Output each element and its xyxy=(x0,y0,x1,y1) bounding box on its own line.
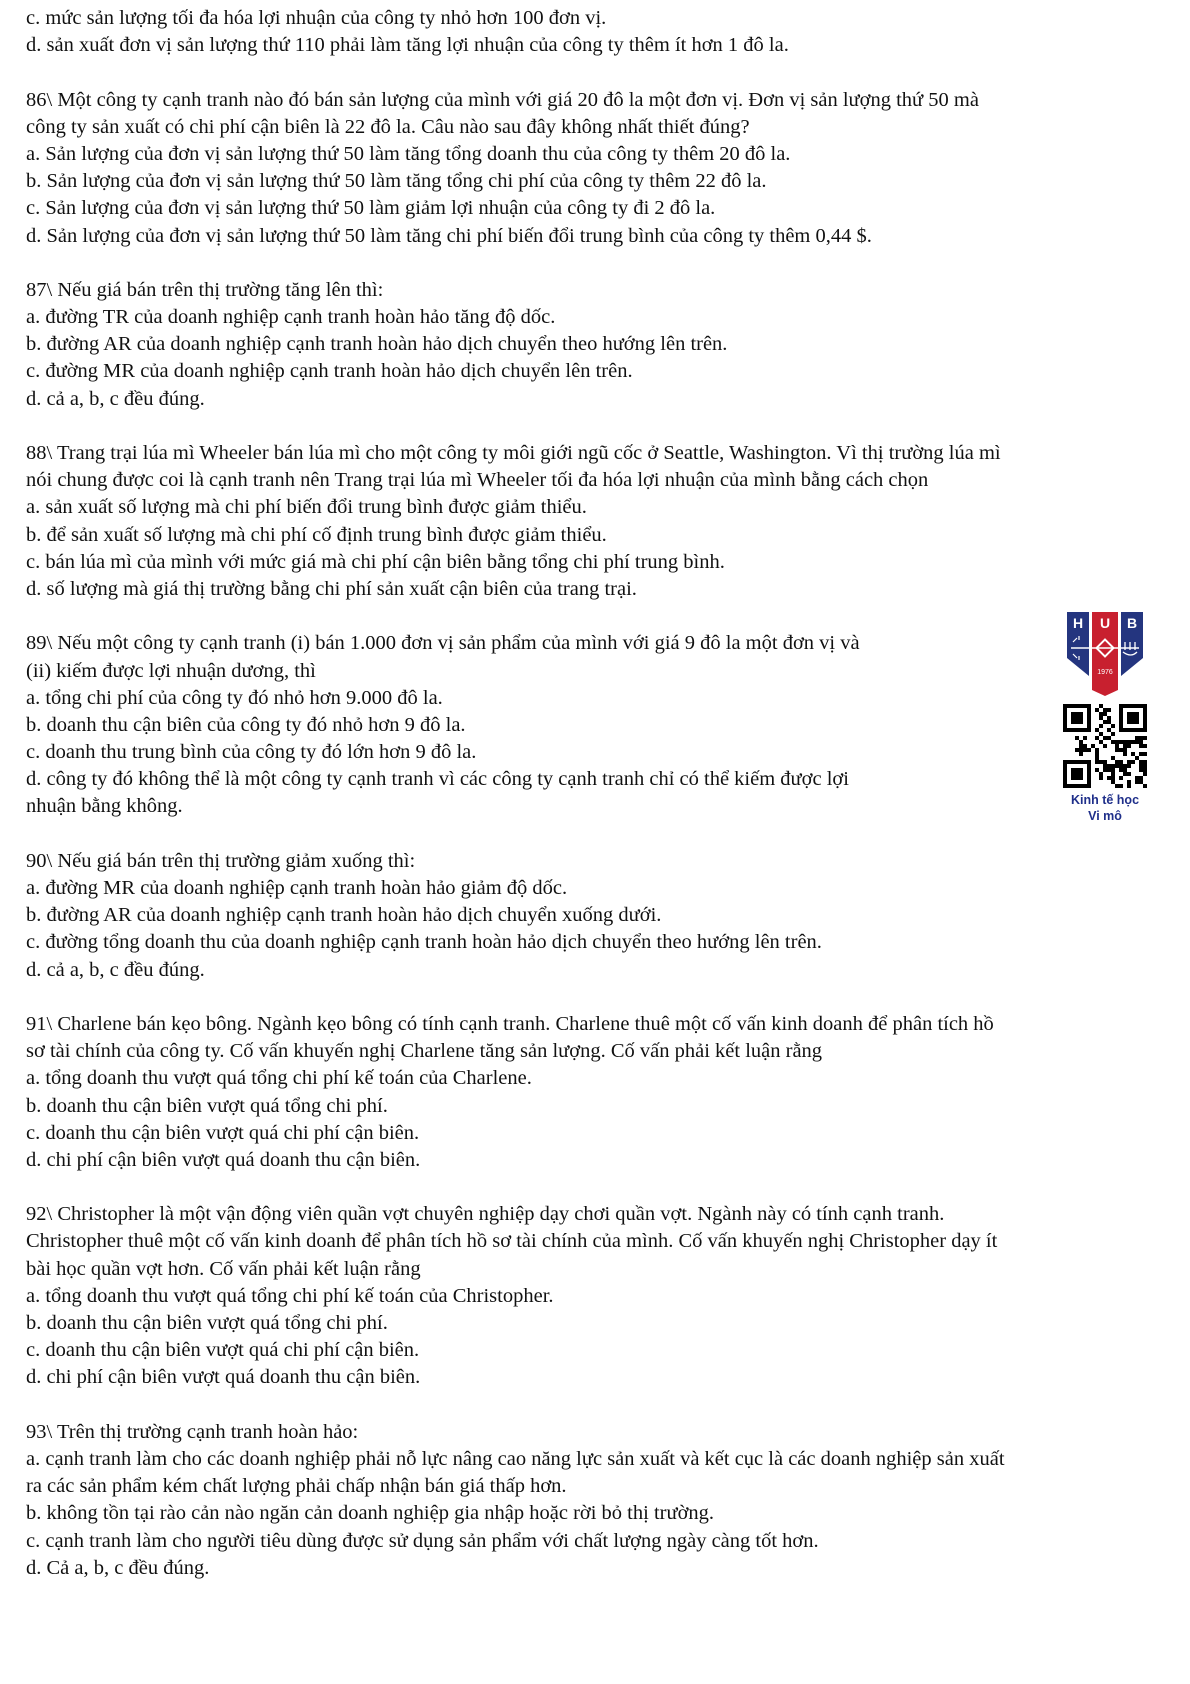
text-line: 93\ Trên thị trường cạnh tranh hoàn hảo: xyxy=(26,1420,359,1443)
text-line: c. bán lúa mì của mình với mức giá mà chi phí cận biên bằng tổng chi phí trung bình. xyxy=(26,550,725,573)
text-line: bài học quần vợt hơn. Cố vấn phải kết luận rằng xyxy=(26,1257,421,1280)
text-line: b. để sản xuất số lượng mà chi phí cố định trung bình được giảm thiểu. xyxy=(26,523,607,546)
logo-letter-b: B xyxy=(1126,615,1138,631)
text-line: (ii) kiếm được lợi nhuận dương, thì xyxy=(26,659,316,682)
text-line: d. Cả a, b, c đều đúng. xyxy=(26,1556,210,1579)
text-line: a. tổng chi phí của công ty đó nhỏ hơn 9.000 đô la. xyxy=(26,686,443,709)
text-line: b. đường AR của doanh nghiệp cạnh tranh hoàn hảo dịch chuyển theo hướng lên trên. xyxy=(26,333,728,356)
text-line: b. không tồn tại rào cản nào ngăn cản doanh nghiệp gia nhập hoặc rời bỏ thị trường. xyxy=(26,1502,715,1525)
text-line: d. sản xuất đơn vị sản lượng thứ 110 phải làm tăng lợi nhuận của công ty thêm ít hơn 1 đô la. xyxy=(26,34,789,57)
document-page xyxy=(26,5,1176,1582)
text-line: a. đường TR của doanh nghiệp cạnh tranh hoàn hảo tăng độ dốc. xyxy=(26,306,556,329)
text-line: 87\ Nếu giá bán trên thị trường tăng lên thì: xyxy=(26,278,384,301)
hub-logo-icon xyxy=(1059,606,1151,698)
text-line: a. Sản lượng của đơn vị sản lượng thứ 50 làm tăng tổng doanh thu của công ty thêm 20 đô la. xyxy=(26,142,791,165)
text-line: c. đường MR của doanh nghiệp cạnh tranh hoàn hảo dịch chuyển lên trên. xyxy=(26,360,633,383)
question-block xyxy=(26,630,1176,820)
text-line: 86\ Một công ty cạnh tranh nào đó bán sản lượng của mình với giá 20 đô la một đơn vị. Đơn vị sản lượng thứ 50 mà xyxy=(26,88,979,111)
text-line: a. tổng doanh thu vượt quá tổng chi phí kế toán của Charlene. xyxy=(26,1067,532,1090)
text-line: d. chi phí cận biên vượt quá doanh thu cận biên. xyxy=(26,1366,421,1389)
text-line: c. mức sản lượng tối đa hóa lợi nhuận của công ty nhỏ hơn 100 đơn vị. xyxy=(26,7,607,29)
question-block xyxy=(26,87,1176,250)
text-line: công ty sản xuất có chi phí cận biên là 22 đô la. Câu nào sau đây không nhất thiết đúng? xyxy=(26,115,750,138)
paragraph-gap xyxy=(26,250,1176,277)
question-block xyxy=(26,1201,1176,1391)
badge-caption-line1: Kinh tế học xyxy=(1070,793,1140,807)
text-line: d. công ty đó không thể là một công ty cạnh tranh vì các công ty cạnh tranh chỉ có thể kiếm được lợi xyxy=(26,768,849,791)
hub-badge xyxy=(1050,606,1160,824)
text-line: sơ tài chính của công ty. Cố vấn khuyến nghị Charlene tăng sản lượng. Cố vấn phải kết luận rằng xyxy=(26,1040,823,1063)
text-line: 88\ Trang trại lúa mì Wheeler bán lúa mì cho một công ty môi giới ngũ cốc ở Seattle, Washington. Vì thị trường lúa mì xyxy=(26,442,1001,464)
paragraph-gap xyxy=(26,413,1176,440)
logo-year: 1976 xyxy=(1097,669,1113,676)
text-line: c. cạnh tranh làm cho người tiêu dùng được sử dụng sản phẩm với chất lượng ngày càng tốt hơn. xyxy=(26,1529,819,1552)
text-line: d. cả a, b, c đều đúng. xyxy=(26,387,205,410)
question-block xyxy=(26,1011,1176,1174)
text-line: c. doanh thu trung bình của công ty đó lớn hơn 9 đô la. xyxy=(26,741,477,764)
text-line: Christopher thuê một cố vấn kinh doanh để phân tích hồ sơ tài chính của mình. Cố vấn khuyến nghị Christopher dạy ít xyxy=(26,1230,998,1253)
text-line: 90\ Nếu giá bán trên thị trường giảm xuống thì: xyxy=(26,849,416,872)
text-line: c. Sản lượng của đơn vị sản lượng thứ 50 làm giảm lợi nhuận của công ty đi 2 đô la. xyxy=(26,197,716,220)
text-line: b. doanh thu cận biên vượt quá tổng chi phí. xyxy=(26,1094,388,1117)
paragraph-gap xyxy=(26,59,1176,86)
text-line: b. doanh thu cận biên vượt quá tổng chi phí. xyxy=(26,1312,388,1334)
text-line: nói chung được coi là cạnh tranh nên Trang trại lúa mì Wheeler tối đa hóa lợi nhuận của mình bằng cách chọn xyxy=(26,469,929,492)
question-block xyxy=(26,1419,1176,1582)
paragraph-gap xyxy=(26,821,1176,848)
text-line: b. đường AR của doanh nghiệp cạnh tranh hoàn hảo dịch chuyển xuống dưới. xyxy=(26,904,662,927)
text-line: a. tổng doanh thu vượt quá tổng chi phí kế toán của Christopher. xyxy=(26,1284,554,1307)
question-block xyxy=(26,277,1176,413)
text-line: 89\ Nếu một công ty cạnh tranh (i) bán 1.000 đơn vị sản phẩm của mình với giá 9 đô la một đơn vị và xyxy=(26,632,860,655)
logo-letter-u: U xyxy=(1099,615,1111,631)
text-line: 92\ Christopher là một vận động viên quần vợt chuyên nghiệp dạy chơi quần vợt. Ngành này có tính cạnh tranh. xyxy=(26,1203,945,1226)
text-line: nhuận bằng không. xyxy=(26,795,183,818)
text-line: b. doanh thu cận biên của công ty đó nhỏ hơn 9 đô la. xyxy=(26,713,466,736)
text-line: 91\ Charlene bán kẹo bông. Ngành kẹo bông có tính cạnh tranh. Charlene thuê một cố vấn kinh doanh để phân tích hồ xyxy=(26,1012,994,1035)
text-line: d. Sản lượng của đơn vị sản lượng thứ 50 làm tăng chi phí biến đổi trung bình của công ty thêm 0,44 $. xyxy=(26,224,872,247)
question-block xyxy=(26,440,1176,603)
text-line: d. cả a, b, c đều đúng. xyxy=(26,958,205,981)
paragraph-gap xyxy=(26,984,1176,1011)
text-line: b. Sản lượng của đơn vị sản lượng thứ 50 làm tăng tổng chi phí của công ty thêm 22 đô la. xyxy=(26,170,767,193)
text-line: c. doanh thu cận biên vượt quá chi phí cận biên. xyxy=(26,1121,420,1144)
text-line: a. cạnh tranh làm cho các doanh nghiệp phải nỗ lực nâng cao năng lực sản xuất và kết cục là các doanh nghiệp sản xuất xyxy=(26,1447,1005,1470)
text-line: d. chi phí cận biên vượt quá doanh thu cận biên. xyxy=(26,1148,421,1171)
qr-code-icon xyxy=(1063,704,1147,788)
text-line: c. doanh thu cận biên vượt quá chi phí cận biên. xyxy=(26,1339,420,1362)
text-line: a. đường MR của doanh nghiệp cạnh tranh hoàn hảo giảm độ dốc. xyxy=(26,877,568,899)
logo-letter-h: H xyxy=(1072,615,1084,631)
paragraph-gap xyxy=(26,603,1176,630)
badge-caption-line2: Vi mô xyxy=(1088,809,1122,823)
question-continuation xyxy=(26,5,1176,59)
paragraph-gap xyxy=(26,1392,1176,1419)
text-line: d. số lượng mà giá thị trường bằng chi phí sản xuất cận biên của trang trại. xyxy=(26,577,637,600)
text-line: ra các sản phẩm kém chất lượng phải chấp nhận bán giá thấp hơn. xyxy=(26,1475,567,1498)
text-line: a. sản xuất số lượng mà chi phí biến đổi trung bình được giảm thiểu. xyxy=(26,496,587,519)
text-line: c. đường tổng doanh thu của doanh nghiệp cạnh tranh hoàn hảo dịch chuyển theo hướng lên trên. xyxy=(26,931,822,954)
question-block xyxy=(26,848,1176,984)
paragraph-gap xyxy=(26,1174,1176,1201)
